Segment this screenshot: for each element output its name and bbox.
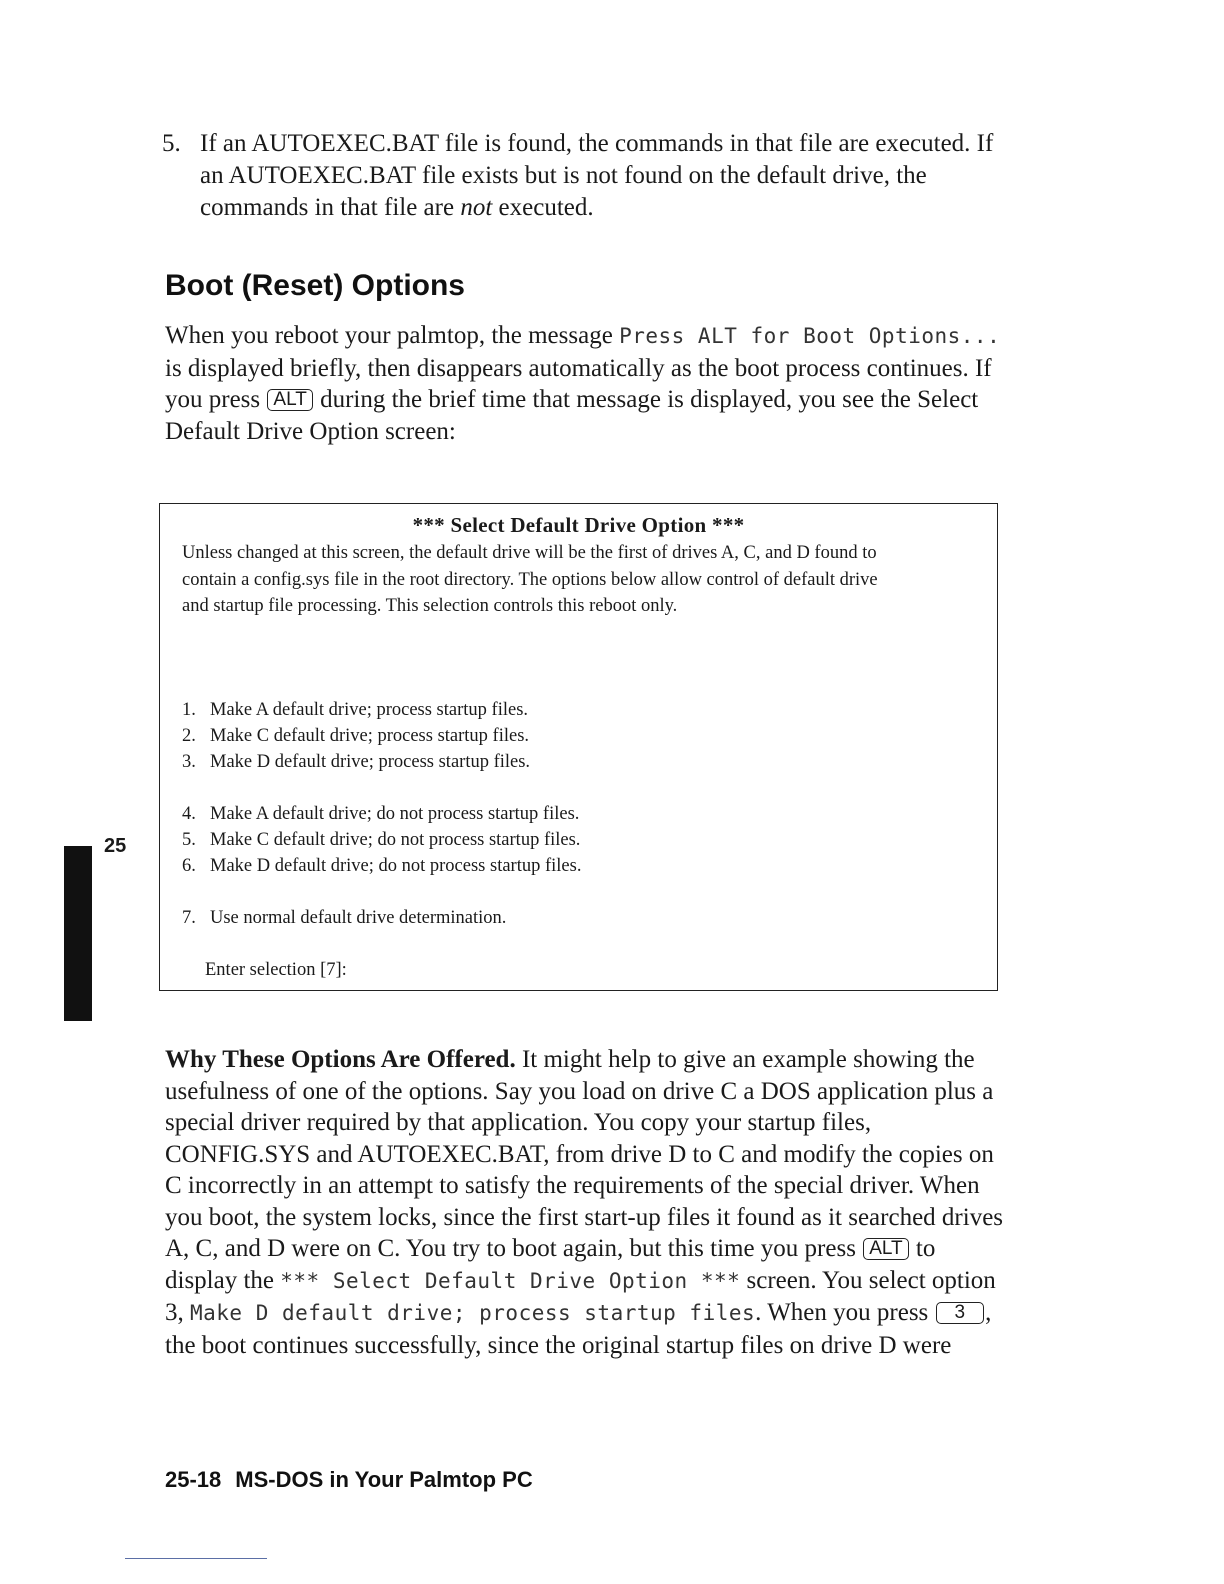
- list-item-step-5: [162, 128, 1002, 224]
- option-item: 6. Make D default drive; do not process startup files.: [182, 856, 582, 876]
- options-group-2: [182, 801, 581, 879]
- runin-heading: Why These Options Are Offered.: [165, 1046, 516, 1073]
- alt-key: ALT: [267, 389, 312, 411]
- page-footer: [165, 1467, 533, 1493]
- option-item: 7. Use normal default drive determination.: [182, 908, 507, 928]
- screen-intro-text: Unless changed at this screen, the default drive will be the first of drives A, C, and D found to contain a config.sys file in the root directory. The options below allow control of default drive and startup file processing. This selection controls this reboot only.: [182, 543, 878, 616]
- key-3: 3: [936, 1302, 985, 1324]
- option-item: 4. Make A default drive; do not process startup files.: [182, 804, 580, 824]
- option-item: 1. Make A default drive; process startup files.: [182, 700, 529, 720]
- chapter-tab-number: 25: [104, 835, 127, 857]
- options-group-1: [182, 697, 530, 775]
- option-item: 3. Make D default drive; process startup files.: [182, 752, 531, 772]
- chapter-tab-bar: [64, 846, 92, 1021]
- selection-prompt: Enter selection [7]:: [205, 960, 347, 980]
- bottom-rule: [125, 1558, 267, 1559]
- section-heading: Boot (Reset) Options: [165, 269, 465, 302]
- why-paragraph: Why These Options Are Offered. It might help to give an example showing the usefulness of one of the options. Say you load on drive C a DOS application plus a special driver required by that application. You copy your startup files, CONFIG.SYS and AUTOEXEC.BAT, from drive D to C and modify the copies on C incorrectly in an attempt to satisfy the requirements of the special driver. When you boot, the system locks, since the first start-up files it found as it searched drives A, C, and D were on C. You try to boot again, but this time you press ALT to display the *** Select Default Drive Option *** screen. You select option 3, Make D default drive; process startup files. When you press 3 , the boot continues successfully, since the original startup files on drive D were: [165, 1046, 1004, 1359]
- screen-title: *** Select Default Drive Option ***: [412, 513, 745, 537]
- step-text: If an AUTOEXEC.BAT file is found, the commands in that file are executed. If an AUTOEXEC.BAT file exists but is not found on the default drive, the commands in that file are not executed.: [200, 130, 994, 221]
- screen-message-code: Press ALT for Boot Options...: [619, 324, 1001, 348]
- boot-options-screen: [159, 503, 998, 991]
- emphasis-not: not: [460, 194, 493, 221]
- screen-name-code: *** Select Default Drive Option ***: [280, 1268, 741, 1293]
- options-group-3: [182, 905, 506, 931]
- option-name-code: Make D default drive; process startup files: [190, 1301, 756, 1325]
- book-title: MS-DOS in Your Palmtop PC: [235, 1467, 533, 1492]
- page-number: 25-18: [165, 1467, 222, 1492]
- option-item: 5. Make C default drive; do not process startup files.: [182, 830, 581, 850]
- alt-key: ALT: [863, 1238, 908, 1260]
- intro-paragraph: When you reboot your palmtop, the message Press ALT for Boot Options... is displayed briefly, then disappears automatically as the boot process continues. If you press ALT during the brief time that message is displayed, you see the Select Default Drive Option screen:: [165, 322, 1001, 445]
- option-item: 2. Make C default drive; process startup files.: [182, 726, 530, 746]
- step-number: 5.: [162, 130, 181, 157]
